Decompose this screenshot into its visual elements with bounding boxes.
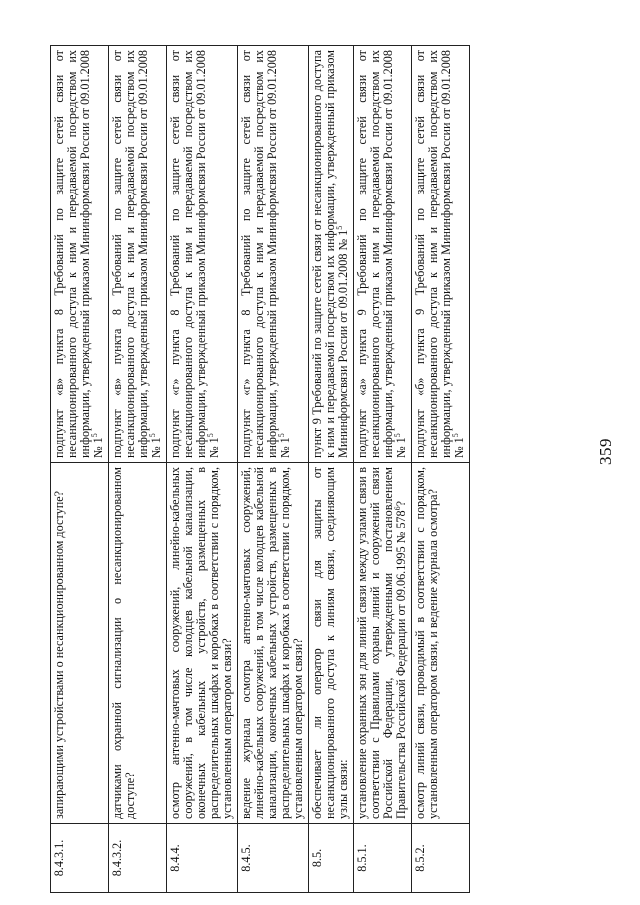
check-question: осмотр линий связи, проводимый в соответствии с порядком, установленным оператором связи, и ведение журнала осмотра? (412, 463, 470, 824)
legal-basis (51, 46, 109, 463)
legal-basis-text: пункт 9 Требований по защите сетей связи от несанкционированного доступа к ним и передаваемой посредством их информации, утвержденный приказом Мининформсвязи России от 09.01.2008 № 1 (310, 50, 350, 458)
check-question: запирающими устройствами о несанкционированном доступе? (51, 463, 109, 824)
check-question-text: установление охранных зон для линий связи между узлами связи в соответствии с Правилами охраны линий и сооружений связи Российской Федерации, утвержденными постановлением Правительства Российской Федерации от 09.06.1995 № 578 (355, 467, 408, 819)
footnote-ref: 5 (450, 433, 460, 438)
legal-basis (238, 46, 309, 463)
legal-basis-text: подпункт «а» пункта 9 Требований по защите сетей связи от несанкционированного доступа к ним и передаваемой посредством их информации, утвержденный приказом Мининформсвязи России от 09.01.2008 № 1 (355, 50, 408, 458)
item-number: 8.5.1. (354, 824, 412, 893)
requirements-table (50, 45, 470, 893)
check-question: обеспечивает ли оператор связи для защиты от несанкционированного доступа к линиям связи, соединяющим узлы связи: (309, 463, 354, 824)
check-question: датчиками охранной сигнализации о несанкционированном доступе? (109, 463, 167, 824)
legal-basis-text: подпункт «б» пункта 9 Требований по защите сетей связи от несанкционированного доступа к ним и передаваемой посредством их информации, утвержденный приказом Мининформсвязи России от 09.01.2008 № 1 (413, 50, 466, 458)
footnote-ref: 5 (89, 433, 99, 438)
item-number: 8.5. (309, 824, 354, 893)
legal-basis-text: подпункт «г» пункта 8 Требований по защите сетей связи от несанкционированного доступа к ним и передаваемой посредством их информации, утвержденный приказом Мининформсвязи России от 09.01.2008 № 1 (168, 50, 221, 458)
legal-basis (109, 46, 167, 463)
footnote-ref: 5 (147, 433, 157, 438)
table-row (354, 46, 412, 893)
footnote-ref: 5 (392, 433, 402, 438)
item-number: 8.4.4. (167, 824, 238, 893)
check-question: осмотр антенно-мачтовых сооружений, линейно-кабельных сооружений, в том числе колодцев кабельной канализации, оконечных кабельных устройств, размещенных в распределительных шкафах и коробках в соответствии с порядком, установленным оператором связи? (167, 463, 238, 824)
footnote-ref: 5 (334, 225, 344, 230)
legal-basis (354, 46, 412, 463)
page-number: 359 (596, 438, 615, 465)
check-question (354, 463, 412, 824)
item-number: 8.4.5. (238, 824, 309, 893)
footnote-ref: 6 (392, 506, 402, 511)
table-row (309, 46, 354, 893)
item-number: 8.5.2. (412, 824, 470, 893)
table-row (167, 46, 238, 893)
item-number: 8.4.3.2. (109, 824, 167, 893)
question-mark: ? (394, 500, 408, 507)
table-row (51, 46, 109, 893)
table-row (412, 46, 470, 893)
legal-basis-text: подпункт «г» пункта 8 Требований по защите сетей связи от несанкционированного доступа к ним и передаваемой посредством их информации, утвержденный приказом Мининформсвязи России от 09.01.2008 № 1 (239, 50, 292, 458)
footnote-ref: 5 (205, 433, 215, 438)
legal-basis (167, 46, 238, 463)
check-question: ведение журнала осмотра антенно-мачтовых сооружений, линейно-кабельных сооружений, в том числе колодцев кабельной канализации, оконечных кабельных устройств, размещенных в распределительных шкафах и коробках в соответствии с порядком, установленным оператором связи? (238, 463, 309, 824)
legal-basis-text: подпункт «в» пункта 8 Требований по защите сетей связи от несанкционированного доступа к ним и передаваемой посредством их информации, утвержденный приказом Мининформсвязи России от 09.01.2008 № 1 (52, 50, 105, 458)
item-number: 8.4.3.1. (51, 824, 109, 893)
legal-basis (309, 46, 354, 463)
legal-basis (412, 46, 470, 463)
footnote-ref: 5 (276, 433, 286, 438)
table-row (238, 46, 309, 893)
legal-basis-text: подпункт «в» пункта 8 Требований по защите сетей связи от несанкционированного доступа к ним и передаваемой посредством их информации, утвержденный приказом Мининформсвязи России от 09.01.2008 № 1 (110, 50, 163, 458)
table-row (109, 46, 167, 893)
